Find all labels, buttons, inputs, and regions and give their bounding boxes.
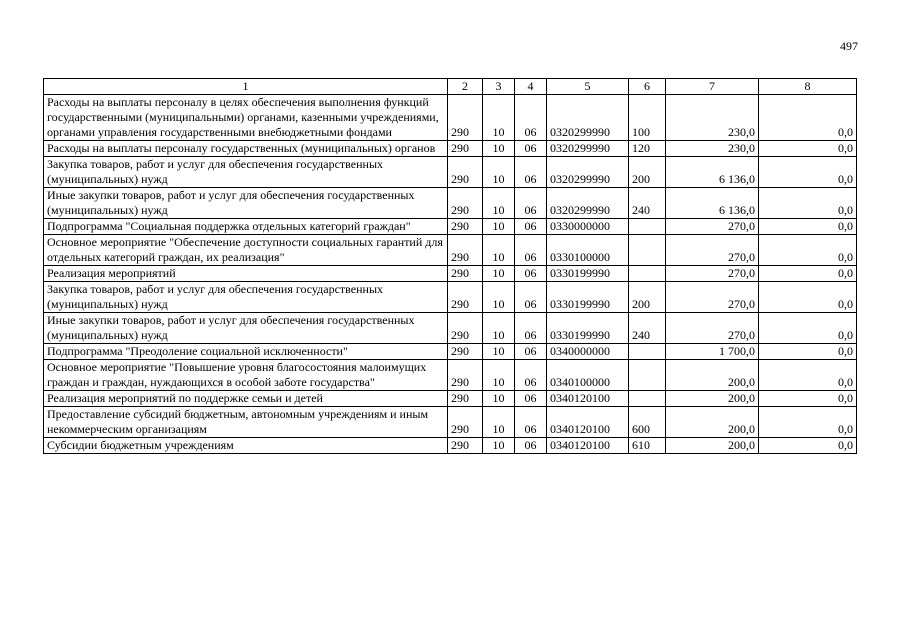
row-expense-type-cell bbox=[629, 391, 666, 407]
column-header: 7 bbox=[666, 79, 759, 95]
row-name-cell: Подпрограмма "Преодоление социальной исключенности" bbox=[44, 344, 448, 360]
row-target-cell: 0320299990 bbox=[547, 95, 629, 141]
row-amount-cell: 270,0 bbox=[666, 235, 759, 266]
row-expense-type-cell bbox=[629, 344, 666, 360]
row-amount-cell: 230,0 bbox=[666, 95, 759, 141]
column-header: 3 bbox=[483, 79, 515, 95]
row-target-cell: 0320299990 bbox=[547, 188, 629, 219]
row-amount-cell: 0,0 bbox=[759, 313, 857, 344]
row-section-cell: 10 bbox=[483, 391, 515, 407]
row-section-cell: 10 bbox=[483, 344, 515, 360]
row-name-cell: Подпрограмма "Социальная поддержка отдельных категорий граждан" bbox=[44, 219, 448, 235]
row-subsection-cell: 06 bbox=[515, 188, 547, 219]
row-name-cell: Предоставление субсидий бюджетным, автономным учреждениям и иным некоммерческим организациям bbox=[44, 407, 448, 438]
row-section-cell: 10 bbox=[483, 219, 515, 235]
column-header: 5 bbox=[547, 79, 629, 95]
row-amount-cell: 230,0 bbox=[666, 141, 759, 157]
row-amount-cell: 6 136,0 bbox=[666, 157, 759, 188]
row-section-cell: 10 bbox=[483, 266, 515, 282]
row-amount-cell: 0,0 bbox=[759, 360, 857, 391]
row-target-cell: 0340120100 bbox=[547, 407, 629, 438]
table-row bbox=[44, 157, 857, 188]
row-code-cell: 290 bbox=[448, 188, 483, 219]
row-expense-type-cell bbox=[629, 219, 666, 235]
row-expense-type-cell: 120 bbox=[629, 141, 666, 157]
row-target-cell: 0320299990 bbox=[547, 157, 629, 188]
row-subsection-cell: 06 bbox=[515, 266, 547, 282]
row-code-cell: 290 bbox=[448, 360, 483, 391]
row-code-cell: 290 bbox=[448, 157, 483, 188]
column-header: 1 bbox=[44, 79, 448, 95]
row-target-cell: 0330100000 bbox=[547, 235, 629, 266]
row-name-cell: Основное мероприятие "Повышение уровня благосостояния малоимущих граждан и граждан, нуждающихся в особой заботе государства" bbox=[44, 360, 448, 391]
row-code-cell: 290 bbox=[448, 407, 483, 438]
row-section-cell: 10 bbox=[483, 141, 515, 157]
row-section-cell: 10 bbox=[483, 188, 515, 219]
row-expense-type-cell bbox=[629, 235, 666, 266]
row-subsection-cell: 06 bbox=[515, 344, 547, 360]
row-target-cell: 0340100000 bbox=[547, 360, 629, 391]
row-name-cell: Иные закупки товаров, работ и услуг для обеспечения государственных (муниципальных) нужд bbox=[44, 188, 448, 219]
row-expense-type-cell: 200 bbox=[629, 157, 666, 188]
table-row bbox=[44, 438, 857, 454]
row-amount-cell: 270,0 bbox=[666, 282, 759, 313]
row-subsection-cell: 06 bbox=[515, 438, 547, 454]
row-amount-cell: 270,0 bbox=[666, 266, 759, 282]
table-row bbox=[44, 391, 857, 407]
row-name-cell: Реализация мероприятий по поддержке семьи и детей bbox=[44, 391, 448, 407]
row-code-cell: 290 bbox=[448, 235, 483, 266]
table-row bbox=[44, 188, 857, 219]
row-expense-type-cell: 600 bbox=[629, 407, 666, 438]
row-subsection-cell: 06 bbox=[515, 282, 547, 313]
column-header: 2 bbox=[448, 79, 483, 95]
row-subsection-cell: 06 bbox=[515, 141, 547, 157]
row-section-cell: 10 bbox=[483, 407, 515, 438]
page-number: 497 bbox=[840, 39, 858, 53]
row-code-cell: 290 bbox=[448, 141, 483, 157]
row-amount-cell: 0,0 bbox=[759, 95, 857, 141]
table-row bbox=[44, 313, 857, 344]
row-code-cell: 290 bbox=[448, 344, 483, 360]
row-amount-cell: 0,0 bbox=[759, 344, 857, 360]
row-subsection-cell: 06 bbox=[515, 391, 547, 407]
row-code-cell: 290 bbox=[448, 438, 483, 454]
header-row bbox=[44, 79, 857, 95]
row-target-cell: 0340120100 bbox=[547, 391, 629, 407]
row-code-cell: 290 bbox=[448, 266, 483, 282]
row-expense-type-cell: 240 bbox=[629, 188, 666, 219]
row-target-cell: 0330199990 bbox=[547, 282, 629, 313]
row-subsection-cell: 06 bbox=[515, 157, 547, 188]
row-name-cell: Основное мероприятие "Обеспечение доступности социальных гарантий для отдельных категорий граждан, их реализация" bbox=[44, 235, 448, 266]
row-code-cell: 290 bbox=[448, 219, 483, 235]
row-section-cell: 10 bbox=[483, 438, 515, 454]
table-body bbox=[44, 95, 857, 454]
row-target-cell: 0330199990 bbox=[547, 266, 629, 282]
row-code-cell: 290 bbox=[448, 391, 483, 407]
row-subsection-cell: 06 bbox=[515, 235, 547, 266]
row-amount-cell: 200,0 bbox=[666, 438, 759, 454]
table-row bbox=[44, 219, 857, 235]
row-name-cell: Реализация мероприятий bbox=[44, 266, 448, 282]
table-row bbox=[44, 407, 857, 438]
row-section-cell: 10 bbox=[483, 360, 515, 391]
table-row bbox=[44, 235, 857, 266]
row-amount-cell: 0,0 bbox=[759, 407, 857, 438]
row-target-cell: 0340000000 bbox=[547, 344, 629, 360]
row-code-cell: 290 bbox=[448, 95, 483, 141]
row-amount-cell: 6 136,0 bbox=[666, 188, 759, 219]
row-amount-cell: 200,0 bbox=[666, 360, 759, 391]
table-row bbox=[44, 266, 857, 282]
table-row bbox=[44, 282, 857, 313]
row-target-cell: 0340120100 bbox=[547, 438, 629, 454]
row-subsection-cell: 06 bbox=[515, 407, 547, 438]
row-target-cell: 0330000000 bbox=[547, 219, 629, 235]
row-section-cell: 10 bbox=[483, 313, 515, 344]
row-name-cell: Расходы на выплаты персоналу в целях обеспечения выполнения функций государственными (муниципальными) органами, казенными учреждениями, органами управления государственными внебюджетными фондами bbox=[44, 95, 448, 141]
row-amount-cell: 0,0 bbox=[759, 141, 857, 157]
row-amount-cell: 1 700,0 bbox=[666, 344, 759, 360]
row-amount-cell: 0,0 bbox=[759, 219, 857, 235]
row-target-cell: 0330199990 bbox=[547, 313, 629, 344]
table-row bbox=[44, 360, 857, 391]
row-amount-cell: 0,0 bbox=[759, 282, 857, 313]
table-row bbox=[44, 344, 857, 360]
row-expense-type-cell: 100 bbox=[629, 95, 666, 141]
row-amount-cell: 270,0 bbox=[666, 219, 759, 235]
row-section-cell: 10 bbox=[483, 235, 515, 266]
row-amount-cell: 200,0 bbox=[666, 407, 759, 438]
row-code-cell: 290 bbox=[448, 282, 483, 313]
row-amount-cell: 0,0 bbox=[759, 391, 857, 407]
row-expense-type-cell bbox=[629, 266, 666, 282]
column-header: 8 bbox=[759, 79, 857, 95]
row-target-cell: 0320299990 bbox=[547, 141, 629, 157]
row-subsection-cell: 06 bbox=[515, 360, 547, 391]
row-amount-cell: 200,0 bbox=[666, 391, 759, 407]
row-expense-type-cell: 200 bbox=[629, 282, 666, 313]
row-subsection-cell: 06 bbox=[515, 313, 547, 344]
row-amount-cell: 0,0 bbox=[759, 266, 857, 282]
row-name-cell: Закупка товаров, работ и услуг для обеспечения государственных (муниципальных) нужд bbox=[44, 157, 448, 188]
row-section-cell: 10 bbox=[483, 282, 515, 313]
table-header bbox=[44, 79, 857, 95]
row-expense-type-cell: 610 bbox=[629, 438, 666, 454]
row-amount-cell: 0,0 bbox=[759, 157, 857, 188]
row-subsection-cell: 06 bbox=[515, 219, 547, 235]
row-amount-cell: 0,0 bbox=[759, 235, 857, 266]
row-name-cell: Закупка товаров, работ и услуг для обеспечения государственных (муниципальных) нужд bbox=[44, 282, 448, 313]
column-header: 4 bbox=[515, 79, 547, 95]
column-header: 6 bbox=[629, 79, 666, 95]
row-expense-type-cell: 240 bbox=[629, 313, 666, 344]
budget-table bbox=[43, 78, 857, 454]
row-code-cell: 290 bbox=[448, 313, 483, 344]
row-section-cell: 10 bbox=[483, 157, 515, 188]
row-name-cell: Иные закупки товаров, работ и услуг для обеспечения государственных (муниципальных) нужд bbox=[44, 313, 448, 344]
row-name-cell: Расходы на выплаты персоналу государственных (муниципальных) органов bbox=[44, 141, 448, 157]
row-name-cell: Субсидии бюджетным учреждениям bbox=[44, 438, 448, 454]
table-row bbox=[44, 95, 857, 141]
row-amount-cell: 0,0 bbox=[759, 188, 857, 219]
row-amount-cell: 0,0 bbox=[759, 438, 857, 454]
row-amount-cell: 270,0 bbox=[666, 313, 759, 344]
row-section-cell: 10 bbox=[483, 95, 515, 141]
row-expense-type-cell bbox=[629, 360, 666, 391]
table-row bbox=[44, 141, 857, 157]
row-subsection-cell: 06 bbox=[515, 95, 547, 141]
